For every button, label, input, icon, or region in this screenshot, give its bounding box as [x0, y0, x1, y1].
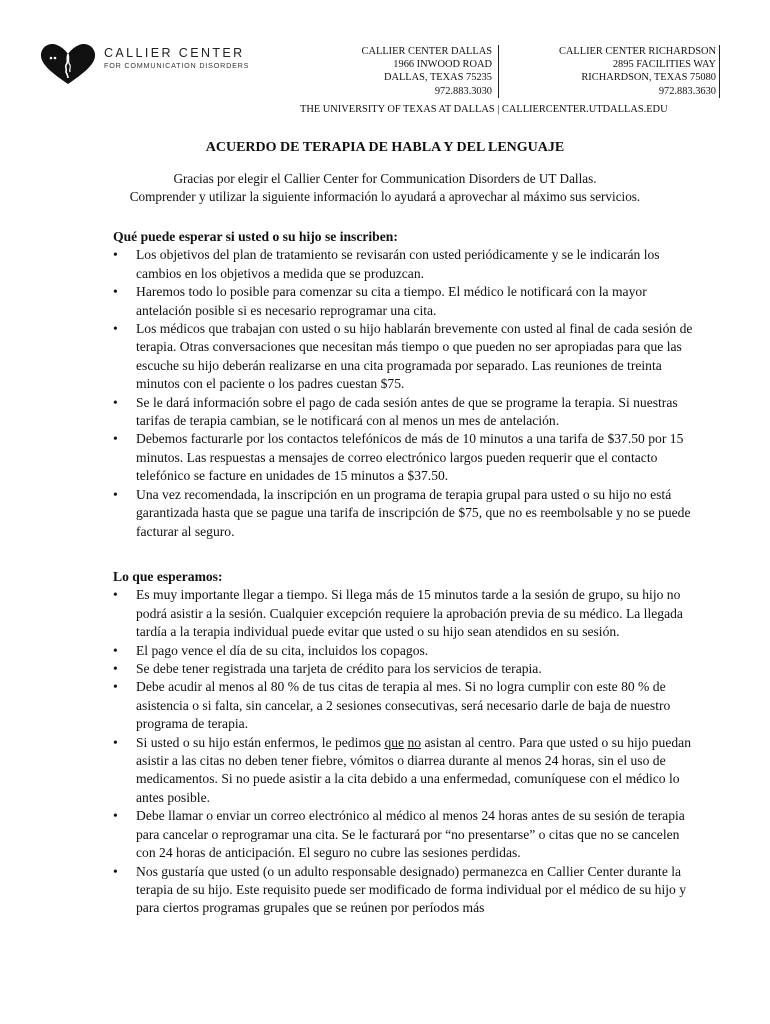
list-item: • Los médicos que trabajan con usted o su hijo hablarán brevemente con usted al final de cada sesión de terapia. Otras conversaciones que necesitan más tiempo o que pueden no ser apropiadas para que las escuche su hijo deberán realizarse en una cita programada por separado. Las reuniones de treinta minutos con el paciente o los padres cuestan $75. [113, 320, 693, 394]
list-item: • Debemos facturarle por los contactos telefónicos de más de 10 minutos a una tarifa de $37.50 por 15 minutos. Las respuestas a mensajes de correo electrónico largos pueden requerir que el contacto telefónico se facture en unidades de 15 minutos a $37.50. [113, 430, 693, 485]
dallas-name: CALLIER CENTER DALLAS [361, 46, 492, 57]
richardson-street: 2895 FACILITIES WAY [612, 59, 716, 71]
bullet-list [113, 246, 693, 541]
list-item: • Se le dará información sobre el pago de cada sesión antes de que se programe la terapia. Si nuestras tarifas de terapia cambian, se le notificará con al menos un mes de antelación. [113, 394, 693, 431]
list-item: • Es muy importante llegar a tiempo. Si llega más de 15 minutos tarde a la sesión de grupo, su hijo no podrá asistir a la sesión. Cualquier excepción requiere la aprobación previa de su médico. La llegada tardía a la terapia individual puede evitar que usted o su hijo sean atendidos en su sesión. [113, 586, 693, 641]
university-line: THE UNIVERSITY OF TEXAS AT DALLAS | CALLIERCENTER.UTDALLAS.EDU [300, 104, 668, 115]
document-title: ACUERDO DE TERAPIA DE HABLA Y DEL LENGUAJE [205, 140, 565, 155]
richardson-name: CALLIER CENTER RICHARDSON [558, 46, 716, 57]
intro-line: Gracias por elegir el Callier Center for Communication Disorders de UT Dallas. [173, 171, 597, 186]
section-heading: Qué puede esperar si usted o su hijo se inscriben: [113, 229, 398, 244]
list-item: • Los objetivos del plan de tratamiento se revisarán con usted periódicamente y se le indicarán los cambios en los objetivos a medida que se produzcan. [113, 246, 693, 283]
section-heading: Lo que esperamos: [113, 569, 223, 584]
intro-text [100, 170, 670, 207]
richardson-city: RICHARDSON, TEXAS 75080 [581, 72, 716, 84]
underlined-word: no [407, 734, 422, 750]
list-item: • Una vez recomendada, la inscripción en un programa de terapia grupal para usted o su hijo no está garantizada hasta que se pague una tarifa de inscripción de $75, que no es reembolsable y no se puede facturar al seguro. [113, 486, 693, 541]
bullet-list [113, 586, 693, 917]
callier-logo [38, 42, 278, 86]
logo-subtitle: FOR COMMUNICATION DISORDERS [104, 61, 250, 70]
section-what-we-expect [113, 568, 693, 918]
section-what-to-expect [113, 228, 693, 541]
list-item: • Debe llamar o enviar un correo electrónico al médico al menos 24 horas antes de su sesión de terapia para cancelar o reprogramar una cita. Se le facturará por “no presentarse” o citas que no se cancelen con 24 horas de anticipación. El seguro no cubre las sesiones perdidas. [113, 807, 693, 862]
dallas-street: 1966 INWOOD ROAD [393, 59, 492, 71]
dallas-city: DALLAS, TEXAS 75235 [383, 72, 492, 84]
list-item: • Haremos todo lo posible para comenzar su cita a tiempo. El médico le notificará con la mayor antelación posible si es necesario reprogramar una cita. [113, 283, 693, 320]
dallas-phone: 972.883.3030 [434, 85, 492, 97]
richardson-address [500, 45, 720, 98]
list-item [113, 734, 693, 808]
underlined-word: que [384, 734, 405, 750]
intro-line: Comprender y utilizar la siguiente información lo ayudará a aprovechar al máximo sus servicios. [129, 189, 641, 205]
richardson-phone: 972.883.3630 [658, 85, 716, 97]
dallas-address [300, 45, 499, 98]
list-item: • El pago vence el día de su cita, incluidos los copagos. [113, 642, 693, 660]
list-item: • Se debe tener registrada una tarjeta de crédito para los servicios de terapia. [113, 660, 693, 678]
list-item: • Debe acudir al menos al 80 % de tus citas de terapia al mes. Si no logra cumplir con este 80 % de asistencia o si falta, sin cancelar, a 2 sesiones consecutivas, será necesario darle de baja de nuestro programa de terapia. [113, 678, 693, 733]
item-text: asistan al centro. Para que usted o su hijo puedan asistir a las citas no deben tener fiebre, vómitos o diarrea durante al menos 24 horas, sin el uso de medicamentos. Si no puede asistir a la cita debido a una enfermedad, comuníquese con el médico lo antes posible. [136, 734, 691, 805]
item-text: Si usted o su hijo están enfermos, le pedimos [136, 734, 385, 750]
logo-name: CALLIER CENTER [104, 46, 245, 60]
heart-profiles-icon [38, 42, 98, 86]
list-item: • Nos gustaría que usted (o un adulto responsable designado) permanezca en Callier Center durante la terapia de su hijo. Este requisito puede ser modificado de forma individual por el médico de su hijo y para ciertos programas grupales que se reúnen por períodos más [113, 863, 693, 918]
